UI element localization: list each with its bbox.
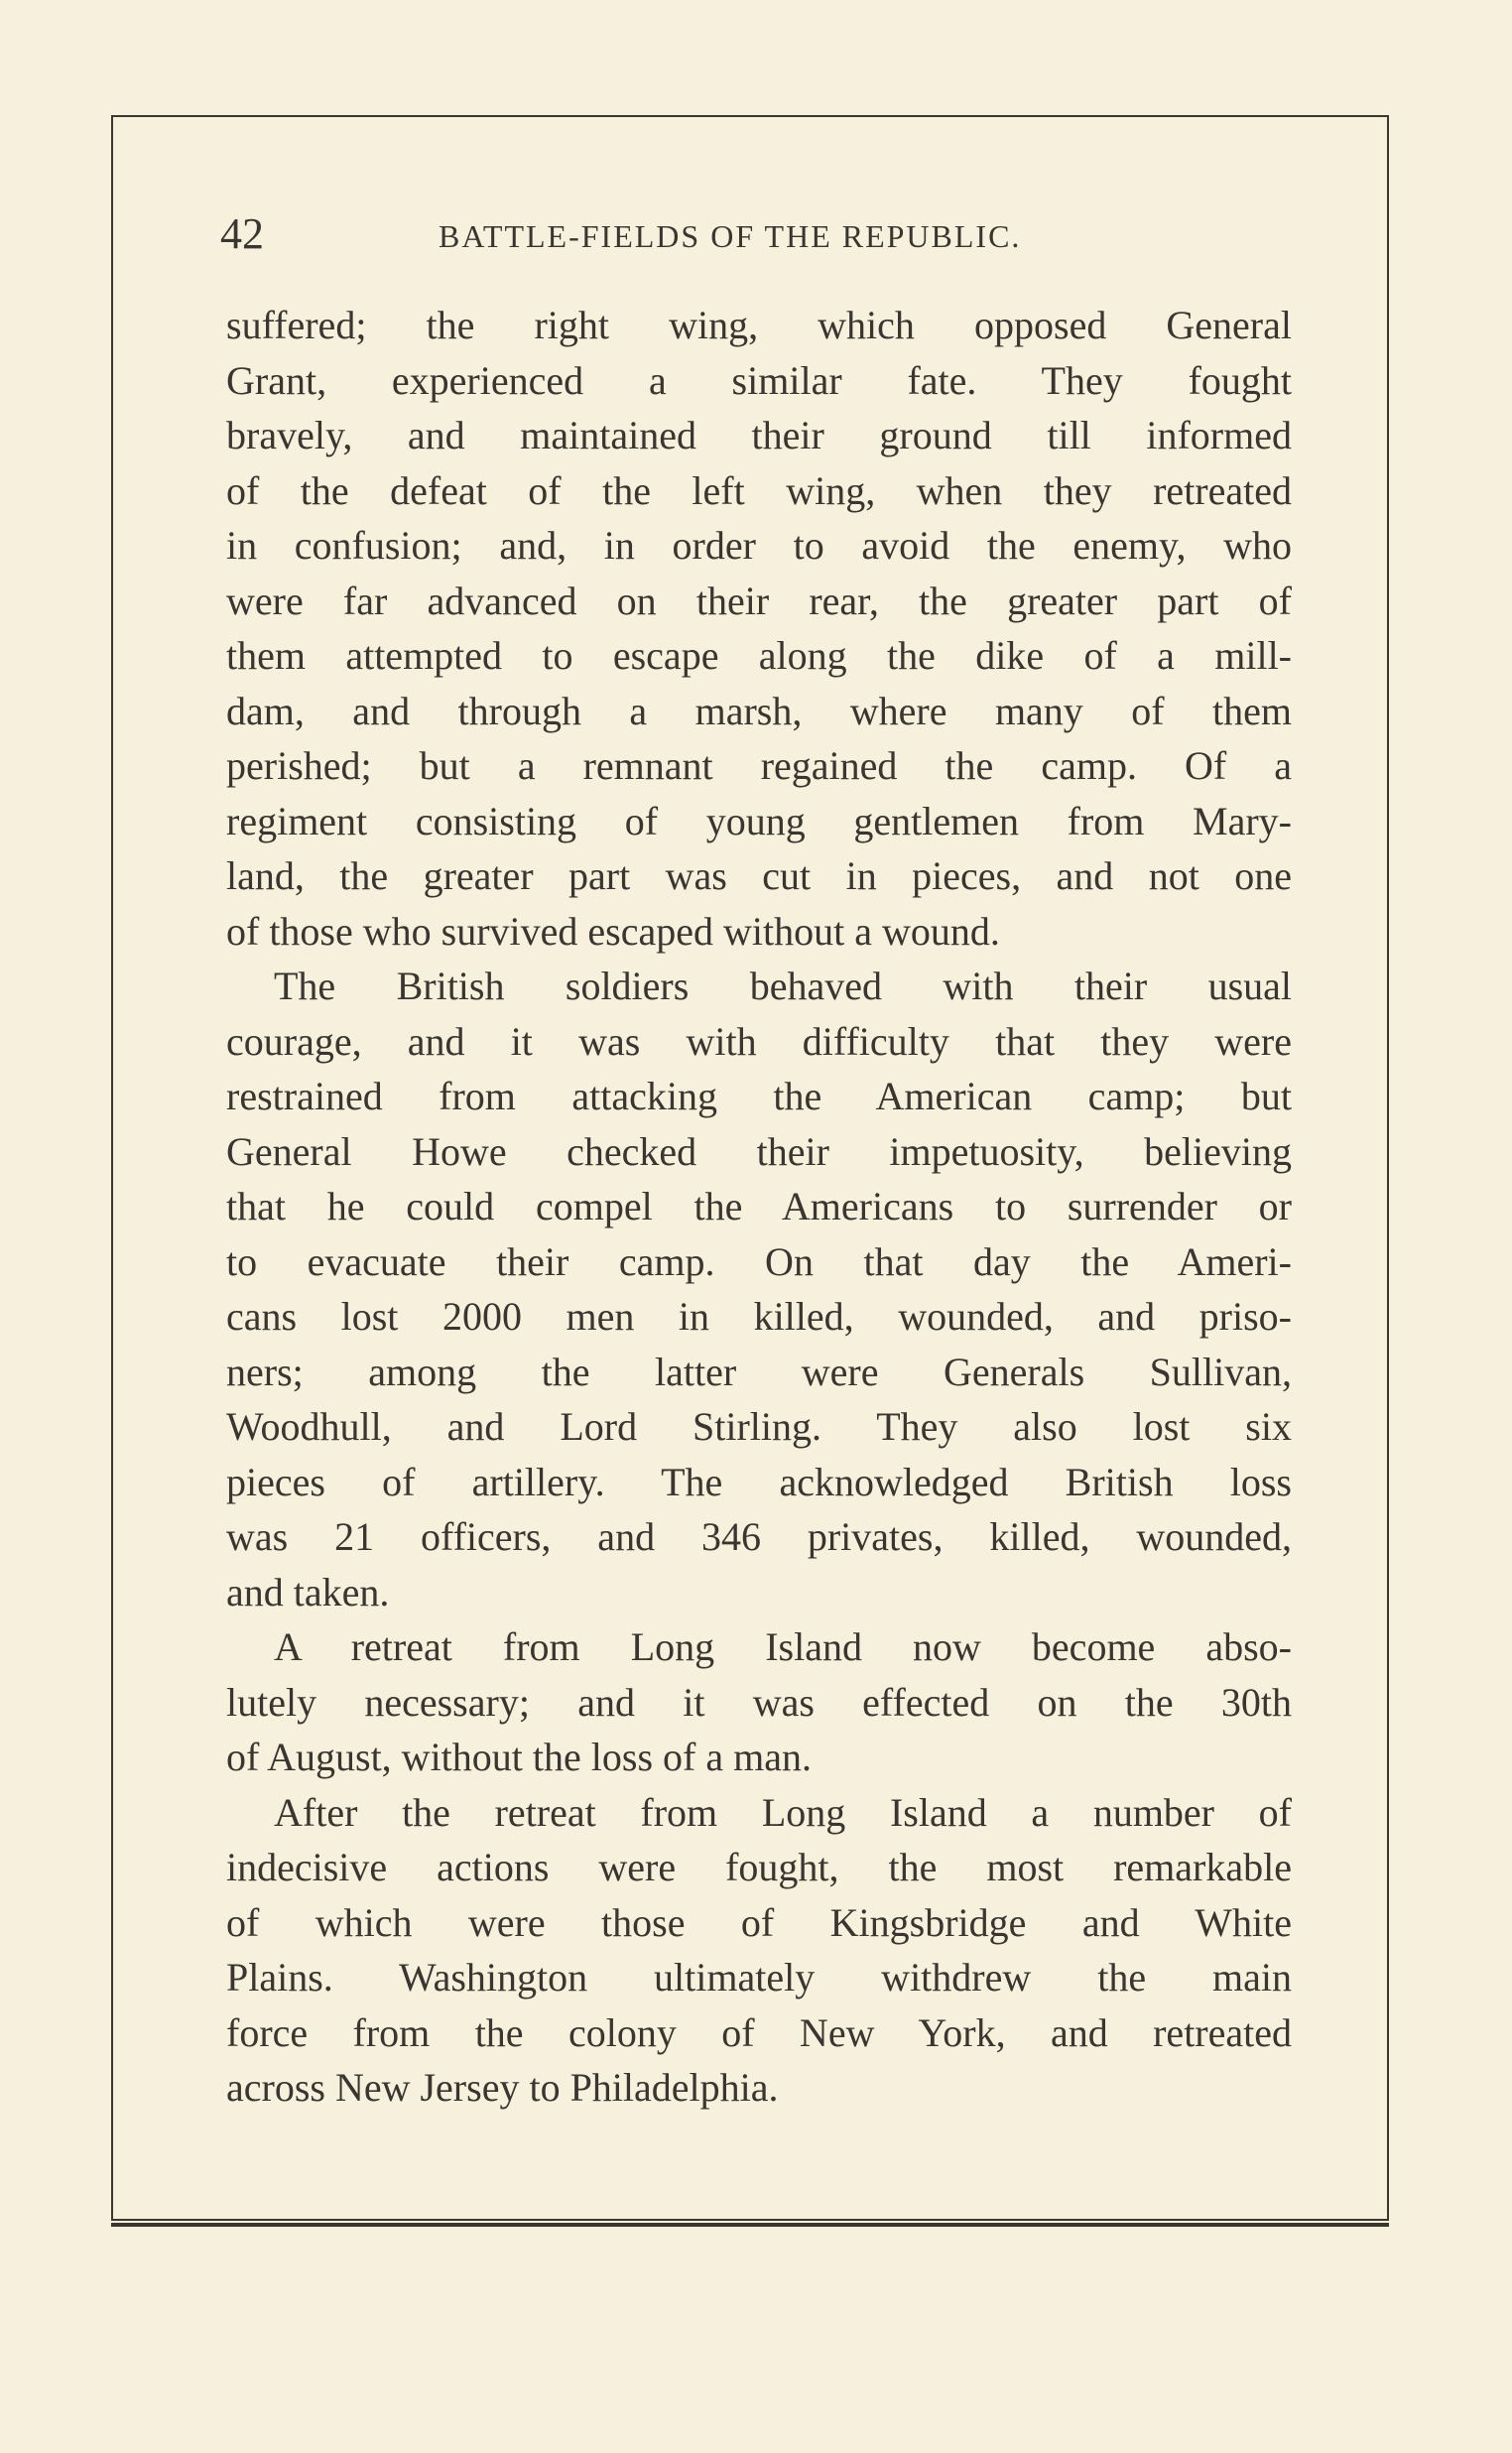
- text-line: A retreat from Long Island now become abso-: [274, 1624, 1292, 1669]
- text-line: Grant, experienced a similar fate. They fought: [226, 357, 1292, 403]
- text-line: courage, and it was with difficulty that they were: [226, 1018, 1292, 1064]
- body-text: [226, 298, 1292, 2116]
- text-line: Woodhull, and Lord Stirling. They also lost six: [226, 1404, 1292, 1449]
- text-line: them attempted to escape along the dike of a mill-: [226, 633, 1292, 678]
- text-line: force from the colony of New York, and retreated: [226, 2009, 1292, 2055]
- text-line: perished; but a remnant regained the camp. Of a: [226, 743, 1292, 788]
- text-line: in confusion; and, in order to avoid the enemy, who: [226, 523, 1292, 568]
- text-line: and taken.: [226, 1569, 390, 1614]
- text-line: was 21 officers, and 346 privates, killed, wounded,: [226, 1514, 1292, 1559]
- text-line: lutely necessary; and it was effected on the 30th: [226, 1679, 1292, 1725]
- paragraph: [226, 959, 1292, 1619]
- text-line: ners; among the latter were Generals Sullivan,: [226, 1349, 1292, 1394]
- text-line: of the defeat of the left wing, when they retreated: [226, 467, 1292, 513]
- text-line: restrained from attacking the American camp; but: [226, 1074, 1292, 1118]
- text-line: of which were those of Kingsbridge and White: [226, 1899, 1292, 1945]
- text-line: indecisive actions were fought, the most remarkable: [226, 1845, 1292, 1889]
- text-line: suffered; the right wing, which opposed General: [226, 303, 1292, 347]
- text-line: pieces of artillery. The acknowledged British loss: [226, 1459, 1292, 1504]
- text-line: were far advanced on their rear, the greater part of: [226, 578, 1292, 623]
- text-line: The British soldiers behaved with their usual: [274, 964, 1292, 1008]
- page-number: 42: [220, 209, 264, 258]
- text-line: cans lost 2000 men in killed, wounded, and priso-: [226, 1294, 1292, 1339]
- text-line: of those who survived escaped without a wound.: [226, 908, 1000, 954]
- text-line: dam, and through a marsh, where many of them: [226, 688, 1292, 733]
- text-line: After the retreat from Long Island a number of: [274, 1789, 1292, 1835]
- paragraph: [226, 1785, 1292, 2116]
- text-line: bravely, and maintained their ground till informed: [226, 413, 1292, 457]
- text-line: to evacuate their camp. On that day the Ameri-: [226, 1238, 1292, 1284]
- text-line: regiment consisting of young gentlemen from Mary-: [226, 798, 1292, 843]
- text-line: that he could compel the Americans to surrender or: [226, 1184, 1292, 1228]
- frame-bottom-rule: [111, 2223, 1389, 2227]
- text-line: across New Jersey to Philadelphia.: [226, 2065, 779, 2110]
- text-line: General Howe checked their impetuosity, believing: [226, 1128, 1292, 1174]
- running-head: BATTLE-FIELDS OF THE REPUBLIC.: [439, 218, 1022, 254]
- text-line: Plains. Washington ultimately withdrew the main: [226, 1955, 1292, 2000]
- paragraph: [226, 298, 1292, 959]
- page-header: [220, 210, 1302, 258]
- text-line: of August, without the loss of a man.: [226, 1735, 812, 1779]
- text-line: land, the greater part was cut in pieces, and not one: [226, 853, 1292, 898]
- paragraph: [226, 1619, 1292, 1785]
